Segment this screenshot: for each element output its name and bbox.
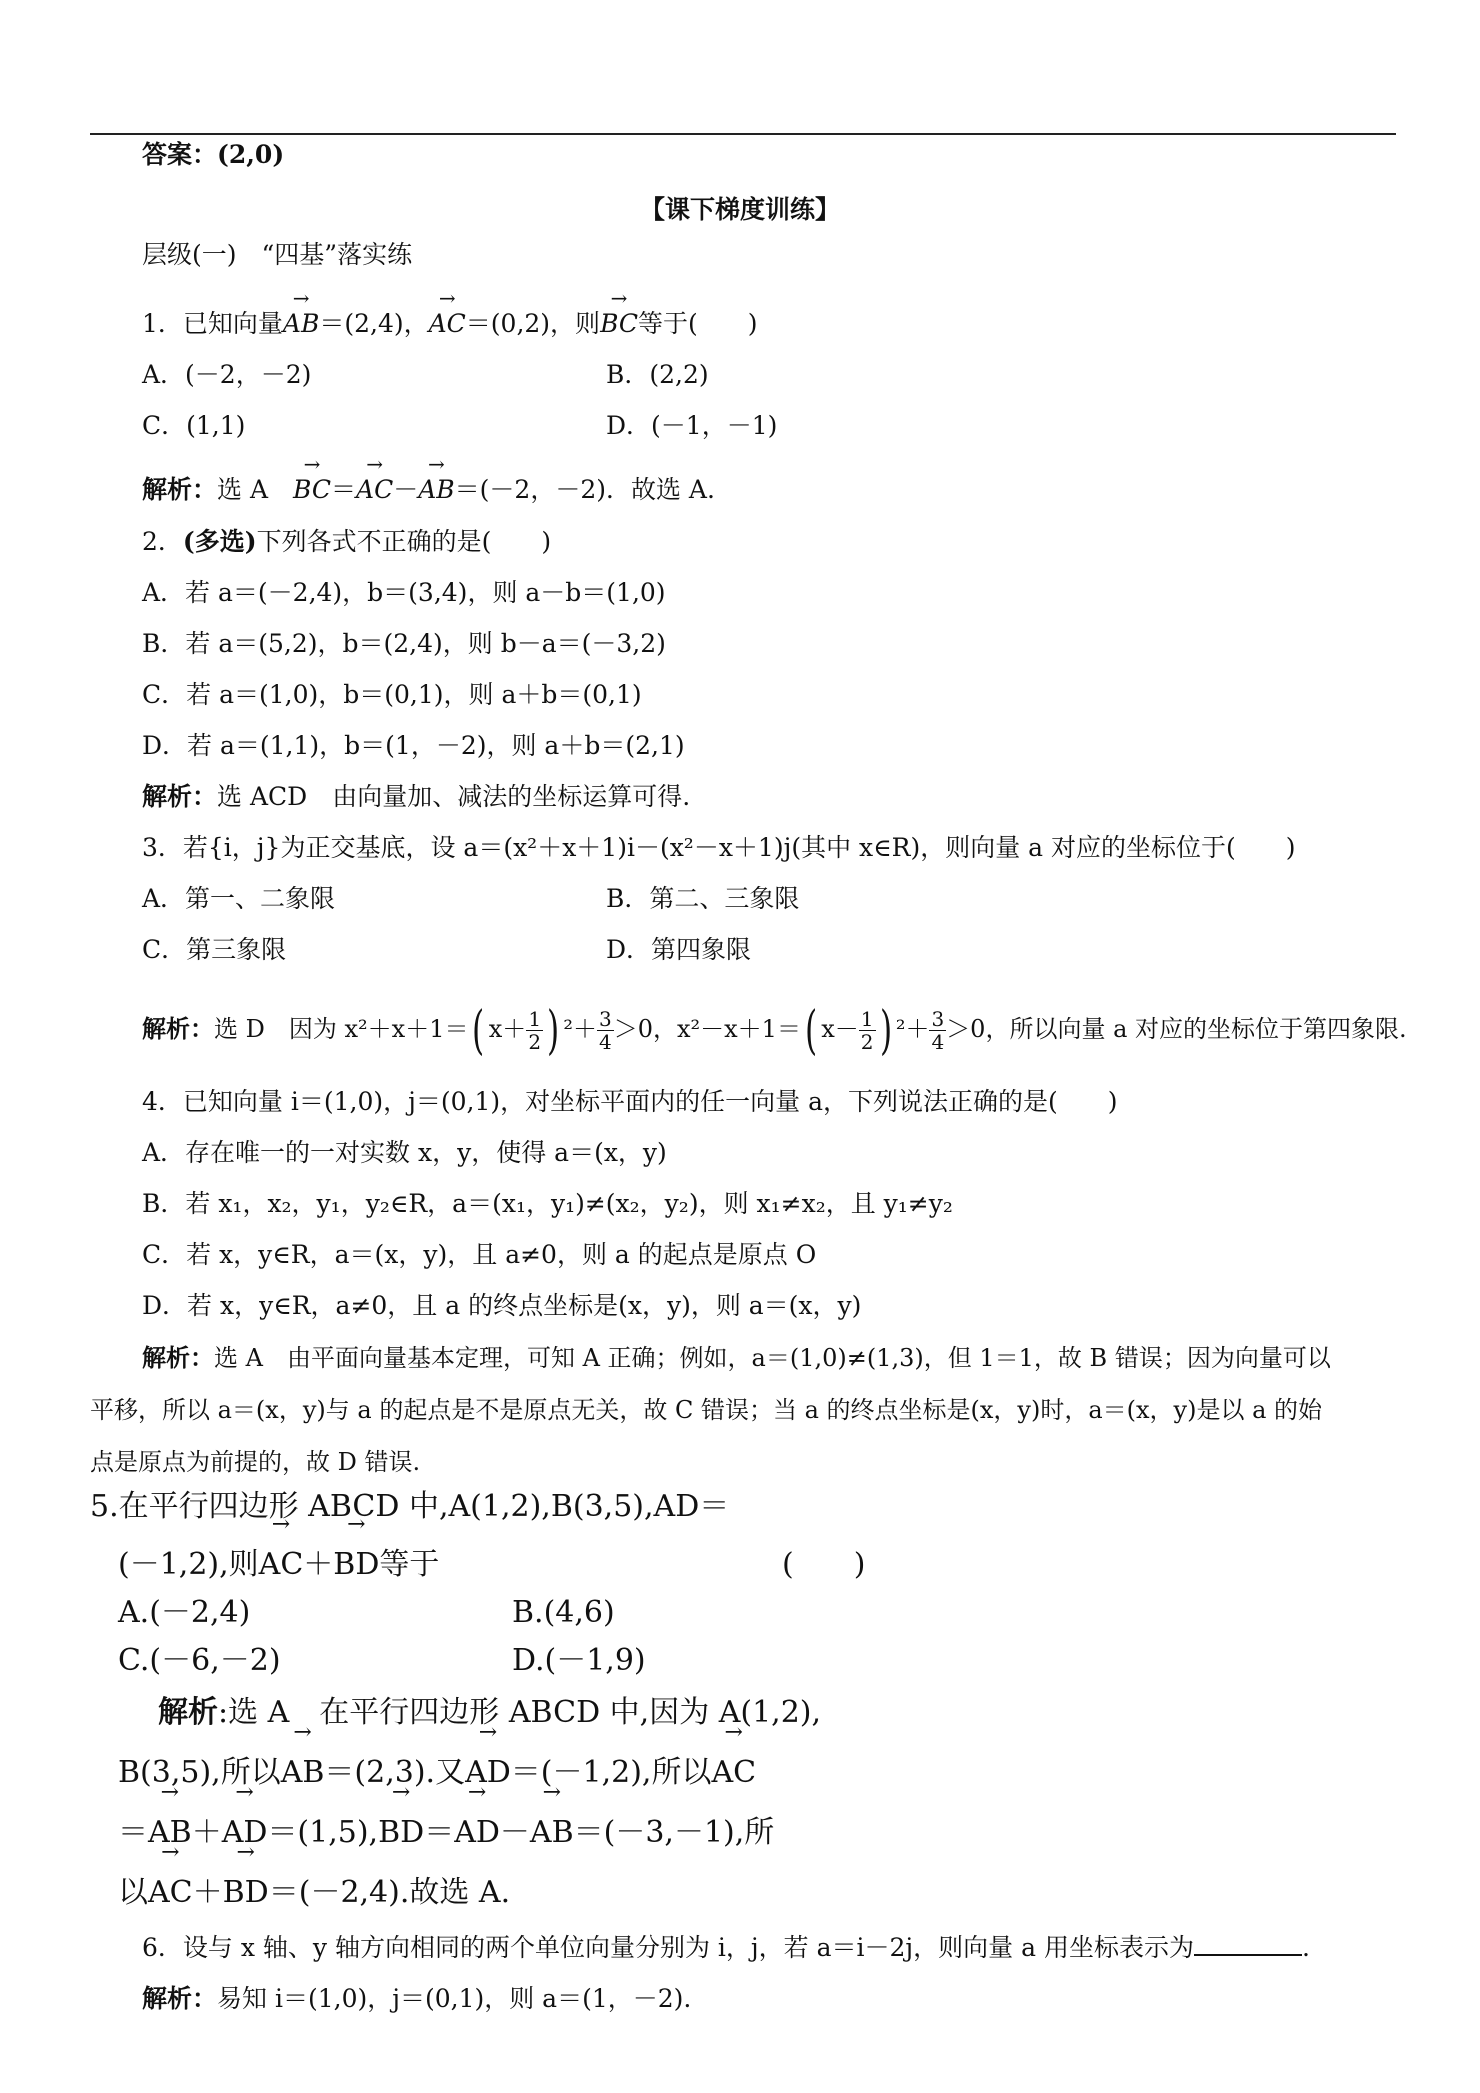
q2-option-c: C．若 a＝(1,0)，b＝(0,1)，则 a＋b＝(0,1)	[142, 680, 642, 709]
q4-option-c: C．若 x，y∈R，a＝(x，y)，且 a≠0，则 a 的起点是原点 O	[142, 1240, 817, 1269]
q2-option-b: B．若 a＝(5,2)，b＝(2,4)，则 b－a＝(－3,2)	[142, 629, 666, 658]
section-title: 【课下梯度训练】	[639, 195, 840, 224]
top-rule	[90, 133, 1396, 135]
q1-option-c: C．(1,1)	[142, 411, 246, 440]
vector-ac: → AC	[429, 307, 466, 341]
q6-solution: 解析：易知 i＝(1,0)，j＝(0,1)，则 a＝(1，－2).	[142, 1984, 692, 2013]
q4-solution-2: 平移，所以 a＝(x，y)与 a 的起点是不是原点无关，故 C 错误；当 a 的终点坐标是(x，y)时，a＝(x，y)是以 a 的始	[90, 1396, 1323, 1424]
level-heading: 层级(一) “四基”落实练	[142, 240, 413, 269]
q1-option-d: D．(－1，－1)	[606, 411, 778, 440]
q5-option-c: C.(－6,－2)	[118, 1643, 281, 1678]
q5-paren: ( )	[782, 1547, 866, 1582]
q5-stem-1: 5.在平行四边形 ABCD 中,A(1,2),B(3,5),AD＝	[90, 1489, 730, 1524]
q4-solution-3: 点是原点为前提的，故 D 错误.	[90, 1448, 421, 1476]
q5-option-b: B.(4,6)	[512, 1595, 615, 1630]
q4-option-b: B．若 x₁，x₂，y₁，y₂∈R，a＝(x₁，y₁)≠(x₂，y₂)，则 x₁≠x₂，且 y₁≠y₂	[142, 1189, 953, 1218]
q2-solution: 解析：选 ACD 由向量加、减法的坐标运算可得.	[142, 782, 691, 811]
q2-option-d: D．若 a＝(1,1)，b＝(1，－2)，则 a＋b＝(2,1)	[142, 731, 685, 760]
q4-solution-1: 解析：选 A 由平面向量基本定理，可知 A 正确；例如，a＝(1,0)≠(1,3)，但 1＝1，故 B 错误；因为向量可以	[142, 1343, 1331, 1372]
q3-option-d: D．第四象限	[606, 935, 752, 964]
vector-bc: → BC	[600, 307, 638, 341]
q5-solution-2: B(3,5),所以→ AB＝(2,3).又→ AD＝(－1,2),所以→ AC	[118, 1744, 756, 1802]
q6-stem: 6．设与 x 轴、y 轴方向相同的两个单位向量分别为 i，j，若 a＝i－2j，则向量 a 用坐标表示为 .	[142, 1933, 1310, 1962]
q5-solution-4: 以→ AC＋→ BD＝(－2,4).故选 A.	[118, 1864, 510, 1922]
q2-option-a: A．若 a＝(－2,4)，b＝(3,4)，则 a－b＝(1,0)	[142, 578, 666, 607]
q3-option-b: B．第二、三象限	[606, 884, 800, 913]
q1-solution: 解析：选 A → BC＝→ AC－→ AB＝(－2，－2)．故选 A.	[142, 473, 715, 507]
q5-solution-3: ＝→ AB＋→ AD＝(1,5),→ BD＝→ AD－→ AB＝(－3,－1),所	[118, 1804, 774, 1862]
q4-option-d: D．若 x，y∈R，a≠0，且 a 的终点坐标是(x，y)，则 a＝(x，y)	[142, 1291, 862, 1320]
q1-option-a: A．(－2，－2)	[142, 360, 312, 389]
q2-stem: 2．(多选)下列各式不正确的是( )	[142, 527, 552, 556]
q4-stem: 4．已知向量 i＝(1,0)，j＝(0,1)，对坐标平面内的任一向量 a，下列说法正确的是( )	[142, 1087, 1118, 1116]
q5-stem-2: (－1,2),则→ AC＋→ BD等于	[118, 1536, 439, 1594]
q3-stem: 3．若{i，j}为正交基底，设 a＝(x²＋x＋1)i－(x²－x＋1)j(其中 x∈R)，则向量 a 对应的坐标位于( )	[142, 833, 1296, 862]
q3-option-c: C．第三象限	[142, 935, 287, 964]
q3-solution: 解析：选 D 因为 x²＋x＋1＝( x＋ $\frac{1}{2}$ ) ²＋ $\frac{3}{4}$ ＞0，x²－x＋1＝( x－ $\frac{1}{2}$ ) ²＋ $\frac{3}{4}$ ＞0，所以向量 a 对应的坐标位于第四象限.	[142, 1000, 1407, 1061]
answer-top: 答案：(2,0)	[142, 140, 285, 169]
answer-blank	[1194, 1932, 1302, 1956]
q1-stem: 1．已知向量→ AB＝(2,4)，→ AC＝(0,2)，则→ BC等于( )	[142, 307, 758, 341]
q5-option-d: D.(－1,9)	[512, 1643, 646, 1678]
q1-option-b: B．(2,2)	[606, 360, 709, 389]
vector-ab: → AB	[283, 307, 319, 341]
q5-option-a: A.(－2,4)	[118, 1595, 251, 1630]
q4-option-a: A．存在唯一的一对实数 x，y，使得 a＝(x，y)	[142, 1138, 667, 1167]
q3-option-a: A．第一、二象限	[142, 884, 336, 913]
q5-solution-1: 解析:选 A 在平行四边形 ABCD 中,因为 A(1,2),	[158, 1695, 822, 1730]
